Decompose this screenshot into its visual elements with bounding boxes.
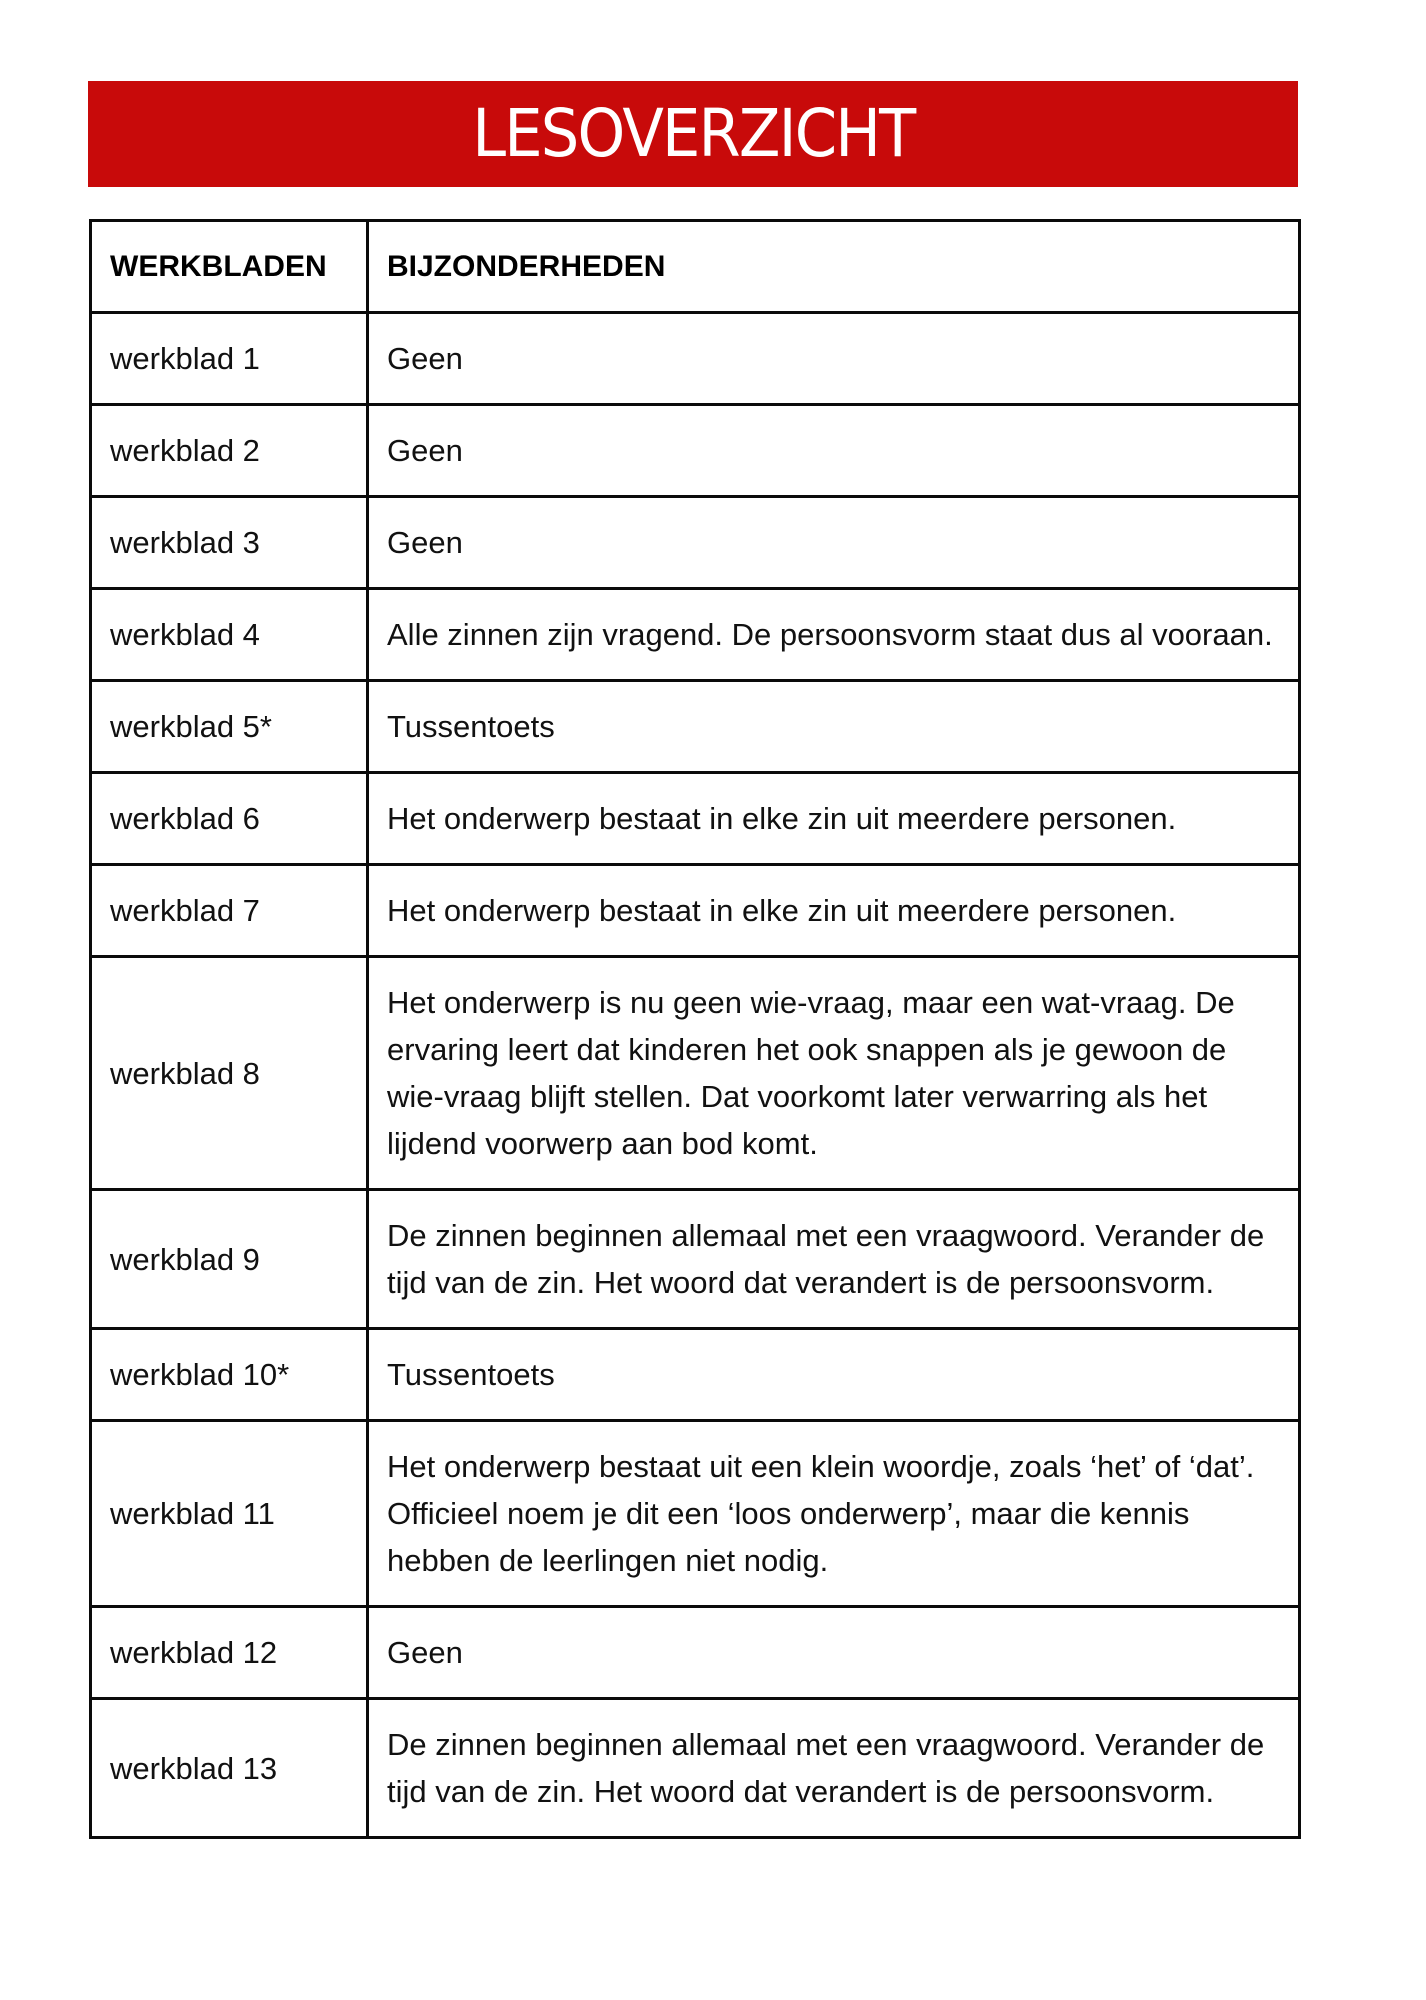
worksheet-cell: werkblad 11: [91, 1421, 368, 1607]
worksheet-cell: werkblad 2: [91, 405, 368, 497]
worksheet-cell: werkblad 6: [91, 773, 368, 865]
table-row: [91, 1329, 1300, 1421]
table-row: [91, 773, 1300, 865]
table-row: [91, 313, 1300, 405]
table-row: [91, 405, 1300, 497]
worksheet-cell: werkblad 7: [91, 865, 368, 957]
details-cell: De zinnen beginnen allemaal met een vraagwoord. Verander de tijd van de zin. Het woord dat verandert is de persoonsvorm.: [368, 1699, 1300, 1838]
details-cell: Geen: [368, 497, 1300, 589]
details-cell: Tussentoets: [368, 1329, 1300, 1421]
worksheet-cell: werkblad 10*: [91, 1329, 368, 1421]
table-row: [91, 589, 1300, 681]
details-cell: De zinnen beginnen allemaal met een vraagwoord. Verander de tijd van de zin. Het woord dat verandert is de persoonsvorm.: [368, 1190, 1300, 1329]
details-cell: Geen: [368, 313, 1300, 405]
table-header-row: [91, 221, 1300, 313]
table-row: [91, 1190, 1300, 1329]
page-title: LESOVERZICHT: [471, 95, 915, 172]
title-banner: [88, 81, 1298, 187]
details-cell: Het onderwerp bestaat in elke zin uit meerdere personen.: [368, 865, 1300, 957]
worksheet-cell: werkblad 13: [91, 1699, 368, 1838]
worksheet-cell: werkblad 5*: [91, 681, 368, 773]
details-cell: Het onderwerp bestaat in elke zin uit meerdere personen.: [368, 773, 1300, 865]
details-cell: Het onderwerp bestaat uit een klein woordje, zoals ‘het’ of ‘dat’. Officieel noem je dit een ‘loos onderwerp’, maar die kennis hebben de leerlingen niet nodig.: [368, 1421, 1300, 1607]
table-body: [91, 313, 1300, 1838]
table-row: [91, 1607, 1300, 1699]
details-cell: Het onderwerp is nu geen wie-vraag, maar een wat-vraag. De ervaring leert dat kinderen het ook snappen als je gewoon de wie-vraag blijft stellen. Dat voorkomt later verwarring als het lijdend voorwerp aan bod komt.: [368, 957, 1300, 1190]
table-row: [91, 865, 1300, 957]
column-header-details: BIJZONDERHEDEN: [368, 221, 1300, 313]
column-header-worksheets: WERKBLADEN: [91, 221, 368, 313]
table-row: [91, 497, 1300, 589]
worksheet-cell: werkblad 1: [91, 313, 368, 405]
details-cell: Geen: [368, 1607, 1300, 1699]
details-cell: Tussentoets: [368, 681, 1300, 773]
table-row: [91, 1421, 1300, 1607]
worksheet-cell: werkblad 3: [91, 497, 368, 589]
table-row: [91, 681, 1300, 773]
worksheet-cell: werkblad 8: [91, 957, 368, 1190]
worksheet-cell: werkblad 12: [91, 1607, 368, 1699]
table-row: [91, 1699, 1300, 1838]
table-row: [91, 957, 1300, 1190]
details-cell: Alle zinnen zijn vragend. De persoonsvorm staat dus al vooraan.: [368, 589, 1300, 681]
worksheet-cell: werkblad 9: [91, 1190, 368, 1329]
details-cell: Geen: [368, 405, 1300, 497]
worksheet-cell: werkblad 4: [91, 589, 368, 681]
lesson-overview-table: [89, 219, 1301, 1839]
